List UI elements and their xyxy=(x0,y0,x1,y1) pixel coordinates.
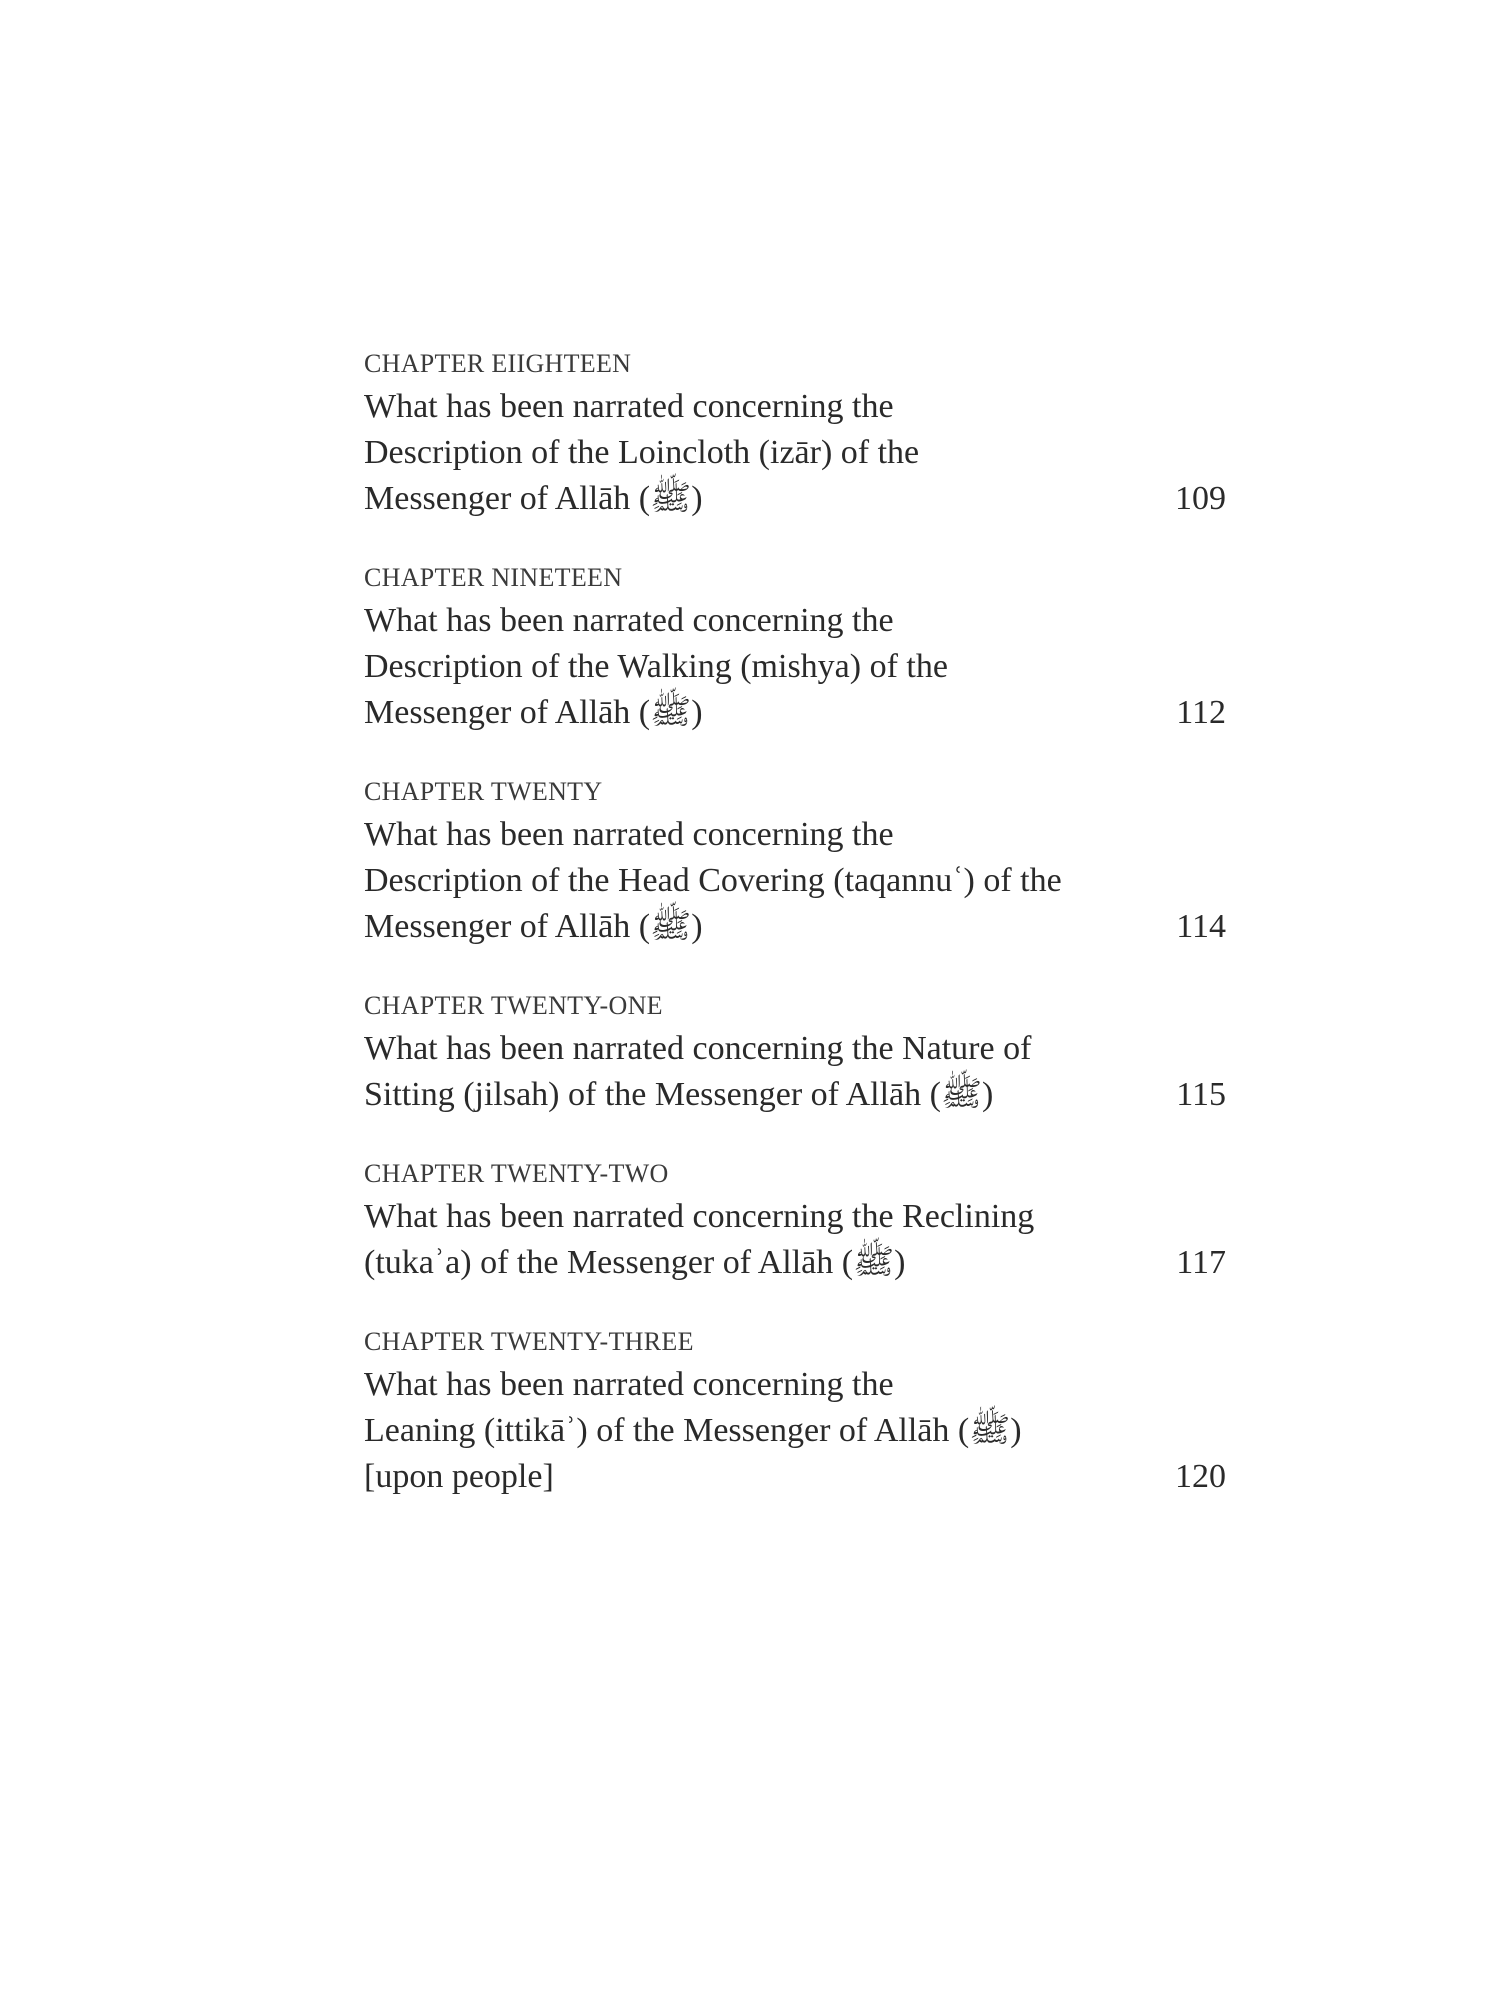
page-number: 112 xyxy=(1176,694,1226,731)
chapter-title-line: What has been narrated concerning the xyxy=(364,816,894,853)
chapter-title-line: Description of the Walking (mishya) of the xyxy=(364,648,948,685)
toc-entry xyxy=(364,774,1226,950)
chapter-last-row xyxy=(364,690,1226,736)
chapter-heading: CHAPTER TWENTY-TWO xyxy=(364,1159,669,1188)
chapter-title-line: Sitting (jilsah) of the Messenger of Allāh (ﷺ) xyxy=(364,1076,994,1113)
chapter-heading: CHAPTER TWENTY xyxy=(364,777,603,806)
toc-entry xyxy=(364,560,1226,736)
chapter-heading: CHAPTER TWENTY-ONE xyxy=(364,991,663,1020)
chapter-heading: CHAPTER NINETEEN xyxy=(364,563,623,592)
page-number: 117 xyxy=(1176,1244,1226,1281)
chapter-last-row xyxy=(364,1072,1226,1118)
toc-entry xyxy=(364,346,1226,522)
toc-entry xyxy=(364,1324,1226,1500)
chapter-title-line: What has been narrated concerning the Reclining xyxy=(364,1198,1035,1235)
chapter-last-row xyxy=(364,1240,1226,1286)
table-of-contents xyxy=(364,346,1226,1538)
chapter-title-line: What has been narrated concerning the xyxy=(364,1366,894,1403)
chapter-title-line: Messenger of Allāh (ﷺ) xyxy=(364,694,703,731)
chapter-heading: CHAPTER TWENTY-THREE xyxy=(364,1327,694,1356)
chapter-title-line: (tukaʾa) of the Messenger of Allāh (ﷺ) xyxy=(364,1244,906,1281)
toc-entry xyxy=(364,1156,1226,1286)
chapter-title-line: Leaning (ittikāʾ) of the Messenger of Allāh (ﷺ) xyxy=(364,1412,1022,1449)
chapter-title-line: What has been narrated concerning the xyxy=(364,388,894,425)
chapter-last-row xyxy=(364,904,1226,950)
page-number: 114 xyxy=(1176,908,1226,945)
chapter-title-line: [upon people] xyxy=(364,1458,554,1495)
toc-entry xyxy=(364,988,1226,1118)
chapter-last-row xyxy=(364,476,1226,522)
page-number: 120 xyxy=(1175,1458,1226,1495)
chapter-title-line: Messenger of Allāh (ﷺ) xyxy=(364,908,703,945)
chapter-title-line: Messenger of Allāh (ﷺ) xyxy=(364,480,703,517)
chapter-heading: CHAPTER EIIGHTEEN xyxy=(364,349,632,378)
chapter-title-line: Description of the Loincloth (izār) of the xyxy=(364,434,920,471)
chapter-title-line: Description of the Head Covering (taqannuʿ) of the xyxy=(364,862,1062,899)
chapter-last-row xyxy=(364,1454,1226,1500)
chapter-title-line: What has been narrated concerning the xyxy=(364,602,894,639)
page-number: 115 xyxy=(1176,1076,1226,1113)
chapter-title-line: What has been narrated concerning the Nature of xyxy=(364,1030,1032,1067)
page-number: 109 xyxy=(1175,480,1226,517)
